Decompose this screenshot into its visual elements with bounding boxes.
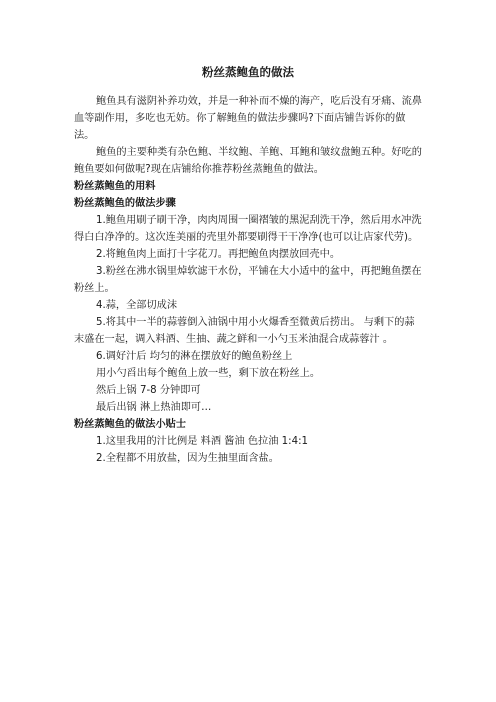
intro-paragraph: 鲍鱼具有滋阴补养功效，并是一种补而不燥的海产，吃后没有牙痛、流鼻血等副作用，多吃也无妨。你了解鲍鱼的做法步骤吗?下面店铺告诉你的做法。	[74, 96, 422, 141]
tip-item: 1.这里我用的汁比例是 料酒 酱油 色拉油 1:4:1	[96, 436, 308, 447]
step-item: 4.蒜，全部切成沫	[96, 300, 178, 311]
step-item: 3.粉丝在沸水锅里焯软滤干水份，平铺在大小适中的盆中，再把鲍鱼摆在粉丝上。	[74, 266, 422, 294]
page-title: 粉丝蒸鲍鱼的做法	[202, 65, 294, 79]
step-item: 用小勺舀出每个鲍鱼上放一些，剩下放在粉丝上。	[96, 368, 321, 379]
ingredients-heading: 粉丝蒸鲍鱼的用料	[74, 181, 156, 192]
step-item: 5.将其中一半的蒜蓉倒入油锅中用小火爆香至微黄后捞出。 与剩下的蒜末盛在一起，调入料酒、生抽、蔬之鲜和一小勺玉米油混合成蒜蓉汁 。	[74, 317, 415, 345]
step-item: 最后出锅 淋上热油即可…	[96, 402, 212, 413]
tip-item: 2.全程都不用放盐，因为生抽里面含盐。	[96, 453, 279, 464]
document-body	[74, 93, 424, 467]
step-item: 1.鲍鱼用刷子刷干净，肉肉周围一圈褶皱的黑泥刮洗干净，然后用水冲洗得白白净净的。这次连美丽的壳里外都要刷得干干净净(也可以让店家代劳)。	[74, 215, 422, 243]
intro-paragraph: 鲍鱼的主要种类有杂色鲍、半纹鲍、羊鲍、耳鲍和皱纹盘鲍五种。好吃的鲍鱼要如何做呢?现在店铺给你推荐粉丝蒸鲍鱼的做法。	[74, 147, 422, 175]
step-item: 然后上锅 7-8 分钟即可	[96, 385, 201, 396]
tips-heading: 粉丝蒸鲍鱼的做法小贴士	[74, 419, 187, 430]
steps-heading: 粉丝蒸鲍鱼的做法步骤	[74, 198, 176, 209]
step-item: 2.将鲍鱼肉上面打十字花刀。再把鲍鱼肉摆放回壳中。	[96, 249, 341, 260]
step-item: 6.调好汁后 均匀的淋在摆放好的鲍鱼粉丝上	[96, 351, 293, 362]
